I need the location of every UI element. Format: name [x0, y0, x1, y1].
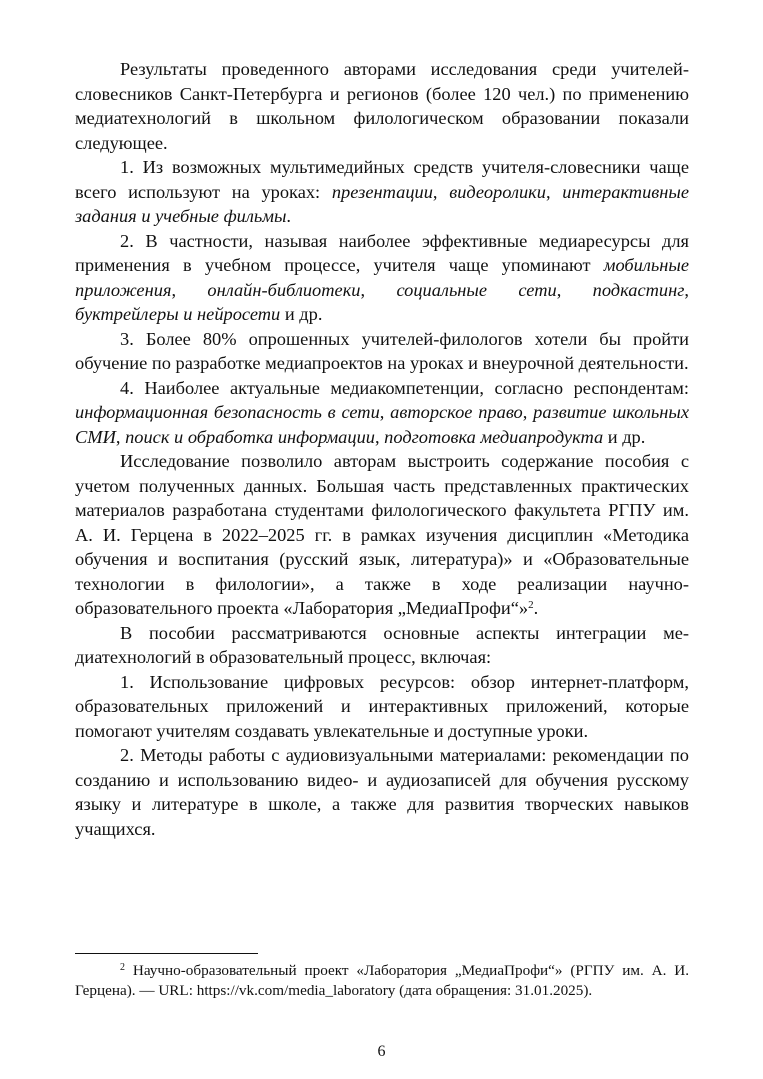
page-number: 6 [377, 1043, 386, 1060]
italic-term: интерактивные задания и учебные фильмы [75, 181, 690, 226]
text-run: , [374, 426, 385, 447]
paragraph [75, 57, 689, 155]
italic-term: презентации [331, 181, 433, 202]
text-run: Исследование позволило авторам выстроить содержание пособия с учетом полученных данных. Большая часть представленных практических материалов разработана студентами филологического факультета РГПУ им. А. И. Герцена в 2022–2025 гг. в рамках изучения дисциплин «Методика обучения и воспитания (русский язык, литература)» и «Образовательные технологии в филологии», а также в ходе реализации научно-образовательного проекта «Лаборатория „МедиаПрофи“» [75, 451, 689, 618]
paragraph [75, 327, 689, 376]
italic-term: мобильные приложения [75, 255, 689, 300]
paragraph [75, 155, 689, 229]
paragraph [75, 621, 689, 670]
text-run: , [432, 181, 450, 202]
paragraph [75, 743, 689, 841]
text-run: , [171, 279, 208, 300]
paragraph [75, 670, 689, 744]
text-run: . [533, 598, 539, 618]
paragraph [75, 229, 689, 327]
text-run: и др. [603, 426, 646, 447]
text-run: 3. Более 80% опрошенных учителей-филологов хотели бы пройти обучение по разработке медиапроектов на уроках и внеурочной деятельности. [75, 328, 689, 373]
text-run: , [546, 181, 563, 202]
italic-term: социальные сети [396, 279, 557, 300]
text-run: . [286, 206, 292, 226]
text-run: , [556, 279, 593, 300]
text-run: 1. Использование цифровых ресурсов: обзор интернет-платформ, образовательных приложений и интерактивных приложений, которые помогают учителям создавать увлекательные и доступные уроки. [75, 671, 689, 741]
paragraph [75, 376, 689, 450]
footnote-text: Научно-образовательный проект «Лаборатория „МедиаПрофи“» (РГПУ им. А. И. Герцена). — URL: https://vk.com/media_laboratory (дата обращения: 31.01.2025). [75, 962, 689, 999]
italic-term: информационная безопасность в сети [75, 402, 380, 422]
text-run: , [115, 426, 126, 447]
text-run: 2. В частности, называя наиболее эффективные медиаресурсы для применения в учебном процессе, учителя чаще упоминают [75, 230, 689, 275]
footnote-marker: 2 [120, 962, 125, 973]
footnote-paragraph [75, 961, 689, 1001]
paragraph [75, 449, 689, 621]
text-run: Результаты проведенного авторами исследования среди учителей-словесников Санкт-Петербурга и регионов (более 120 чел.) по применению медиатехнологий в школьном филологическом образовании показали следующее. [75, 59, 689, 153]
italic-term: подготовка медиапродукта [384, 426, 604, 447]
italic-term: онлайн-библиотеки [207, 279, 361, 300]
text-run: , [360, 279, 397, 300]
italic-term: авторское право [390, 402, 523, 422]
italic-term: подкастинг [592, 279, 685, 300]
text-run: 2. Методы работы с аудиовизуальными материалами: рекомендации по созданию и использованию видео- и аудиозаписей для обучения русскому языку и литературе в школе, а также для развития творческих навыков учащихся. [75, 745, 689, 839]
text-run: 1. Из возможных мультимедийных средств учителя-словесники чаще всего используют на уроках: [75, 157, 689, 202]
text-run: 4. Наиболее актуальные медиакомпетенции, согласно респондентам: [120, 377, 689, 398]
text-run: В пособии рассматриваются основные аспекты интеграции медиатехнологий в образовательный процесс, включая: [75, 622, 689, 667]
italic-term: видеоролики [449, 181, 546, 202]
body-text [75, 57, 689, 841]
footnote-separator [75, 953, 258, 954]
text-run: , [522, 402, 534, 422]
footnote [75, 961, 689, 1001]
text-run: и др. [280, 304, 323, 324]
italic-term: развитие школьных СМИ [75, 402, 689, 447]
text-run: , [684, 279, 689, 300]
italic-term: поиск и обработка информации [125, 426, 375, 447]
text-run: , [379, 402, 391, 422]
footnote-reference: 2 [528, 599, 534, 611]
italic-term: буктрейлеры и нейросети [75, 304, 281, 324]
